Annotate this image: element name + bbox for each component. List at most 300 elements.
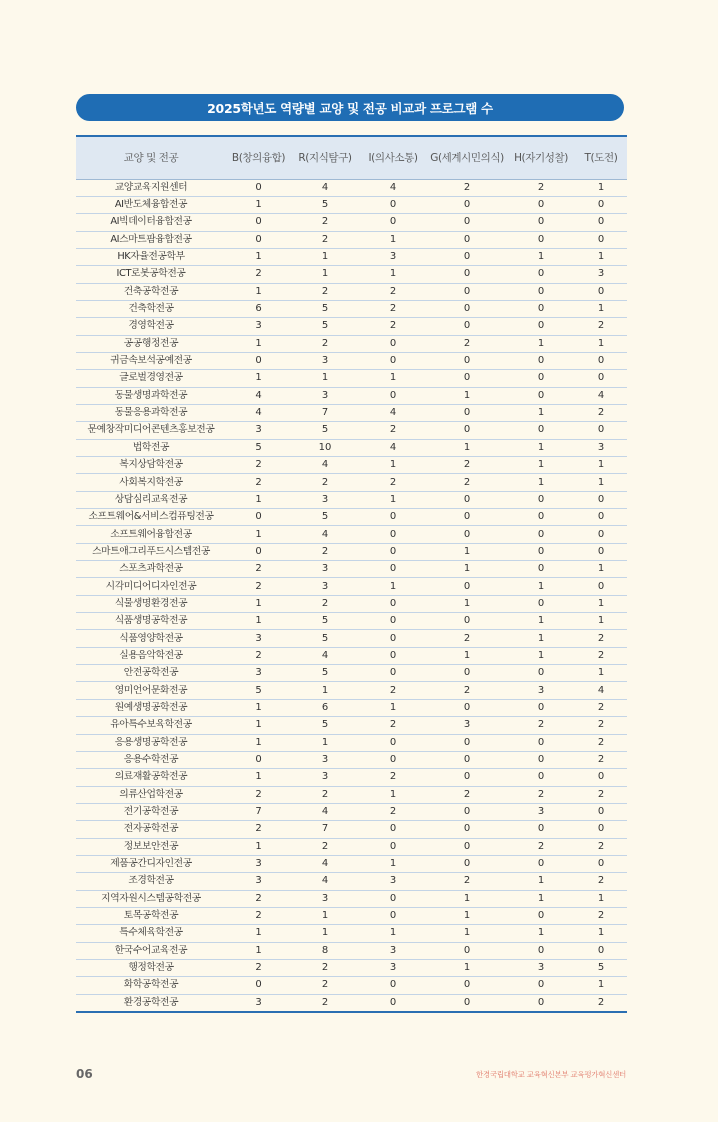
r-cell: 4 <box>291 803 359 820</box>
table-row <box>76 474 627 491</box>
r-cell: 1 <box>291 682 359 699</box>
major-cell: 특수체육학전공 <box>76 925 226 942</box>
i-cell: 0 <box>359 665 427 682</box>
i-cell: 4 <box>359 439 427 456</box>
b-cell: 1 <box>226 838 291 855</box>
t-cell: 1 <box>575 248 627 265</box>
b-cell: 3 <box>226 665 291 682</box>
g-cell: 0 <box>427 352 507 369</box>
h-cell: 1 <box>507 630 575 647</box>
b-cell: 1 <box>226 734 291 751</box>
i-cell: 0 <box>359 734 427 751</box>
table-row <box>76 283 627 300</box>
i-cell: 0 <box>359 647 427 664</box>
t-cell: 2 <box>575 699 627 716</box>
i-cell: 1 <box>359 855 427 872</box>
major-cell: 행정학전공 <box>76 959 226 976</box>
i-cell: 0 <box>359 196 427 213</box>
h-cell: 0 <box>507 561 575 578</box>
g-cell: 1 <box>427 959 507 976</box>
table-row <box>76 647 627 664</box>
table-row <box>76 300 627 317</box>
g-cell: 0 <box>427 283 507 300</box>
major-cell: ICT로봇공학전공 <box>76 266 226 283</box>
b-cell: 5 <box>226 439 291 456</box>
major-cell: 건축공학전공 <box>76 283 226 300</box>
header-t-challenge: T(도전) <box>575 136 627 179</box>
g-cell: 0 <box>427 578 507 595</box>
major-cell: 조경학전공 <box>76 873 226 890</box>
table-title: 2025학년도 역량별 교양 및 전공 비교과 프로그램 수 <box>76 94 624 121</box>
table-row <box>76 491 627 508</box>
r-cell: 10 <box>291 439 359 456</box>
h-cell: 0 <box>507 526 575 543</box>
r-cell: 2 <box>291 283 359 300</box>
g-cell: 0 <box>427 613 507 630</box>
t-cell: 1 <box>575 300 627 317</box>
b-cell: 0 <box>226 214 291 231</box>
footer-organization: 한경국립대학교 교육혁신본부 교육평가혁신센터 <box>475 1070 626 1079</box>
t-cell: 5 <box>575 959 627 976</box>
h-cell: 0 <box>507 422 575 439</box>
table-row <box>76 942 627 959</box>
h-cell: 0 <box>507 214 575 231</box>
i-cell: 3 <box>359 873 427 890</box>
h-cell: 0 <box>507 734 575 751</box>
i-cell: 0 <box>359 751 427 768</box>
major-cell: 제품공간디자인전공 <box>76 855 226 872</box>
b-cell: 2 <box>226 647 291 664</box>
b-cell: 3 <box>226 873 291 890</box>
major-cell: AI빅데이터융합전공 <box>76 214 226 231</box>
r-cell: 3 <box>291 561 359 578</box>
i-cell: 0 <box>359 994 427 1012</box>
g-cell: 0 <box>427 370 507 387</box>
b-cell: 7 <box>226 803 291 820</box>
header-h-self-reflection: H(자기성찰) <box>507 136 575 179</box>
h-cell: 0 <box>507 266 575 283</box>
major-cell: 소프트웨어융합전공 <box>76 526 226 543</box>
g-cell: 3 <box>427 717 507 734</box>
r-cell: 4 <box>291 526 359 543</box>
t-cell: 1 <box>575 457 627 474</box>
major-cell: 전기공학전공 <box>76 803 226 820</box>
i-cell: 0 <box>359 838 427 855</box>
major-cell: 영미언어문화전공 <box>76 682 226 699</box>
page-number: 06 <box>76 1067 93 1081</box>
r-cell: 2 <box>291 543 359 560</box>
g-cell: 1 <box>427 439 507 456</box>
table-row <box>76 335 627 352</box>
i-cell: 2 <box>359 474 427 491</box>
t-cell: 1 <box>575 179 627 196</box>
table-row <box>76 665 627 682</box>
h-cell: 0 <box>507 977 575 994</box>
major-cell: 환경공학전공 <box>76 994 226 1012</box>
i-cell: 3 <box>359 959 427 976</box>
r-cell: 5 <box>291 630 359 647</box>
h-cell: 1 <box>507 474 575 491</box>
h-cell: 1 <box>507 873 575 890</box>
r-cell: 3 <box>291 352 359 369</box>
b-cell: 0 <box>226 543 291 560</box>
b-cell: 0 <box>226 179 291 196</box>
major-cell: 토목공학전공 <box>76 907 226 924</box>
table-row <box>76 457 627 474</box>
h-cell: 0 <box>507 231 575 248</box>
major-cell: 동물생명과학전공 <box>76 387 226 404</box>
r-cell: 1 <box>291 907 359 924</box>
i-cell: 0 <box>359 387 427 404</box>
r-cell: 5 <box>291 509 359 526</box>
i-cell: 0 <box>359 890 427 907</box>
i-cell: 1 <box>359 491 427 508</box>
r-cell: 4 <box>291 179 359 196</box>
h-cell: 1 <box>507 647 575 664</box>
g-cell: 0 <box>427 509 507 526</box>
major-cell: 실용음악학전공 <box>76 647 226 664</box>
h-cell: 0 <box>507 352 575 369</box>
t-cell: 0 <box>575 491 627 508</box>
r-cell: 3 <box>291 491 359 508</box>
t-cell: 0 <box>575 352 627 369</box>
major-cell: 복지상담학전공 <box>76 457 226 474</box>
g-cell: 0 <box>427 318 507 335</box>
h-cell: 2 <box>507 717 575 734</box>
t-cell: 0 <box>575 370 627 387</box>
major-cell: 식품생명공학전공 <box>76 613 226 630</box>
table-row <box>76 751 627 768</box>
b-cell: 2 <box>226 907 291 924</box>
header-b-creative-convergence: B(창의융합) <box>226 136 291 179</box>
t-cell: 0 <box>575 231 627 248</box>
table-row <box>76 543 627 560</box>
table-row <box>76 734 627 751</box>
major-cell: 한국수어교육전공 <box>76 942 226 959</box>
major-cell: 응용수학전공 <box>76 751 226 768</box>
g-cell: 2 <box>427 630 507 647</box>
h-cell: 1 <box>507 439 575 456</box>
t-cell: 1 <box>575 977 627 994</box>
b-cell: 0 <box>226 231 291 248</box>
h-cell: 0 <box>507 283 575 300</box>
h-cell: 3 <box>507 803 575 820</box>
t-cell: 2 <box>575 717 627 734</box>
table-row <box>76 404 627 421</box>
major-cell: 귀금속보석공예전공 <box>76 352 226 369</box>
i-cell: 3 <box>359 248 427 265</box>
major-cell: 문예창작미디어콘텐츠홍보전공 <box>76 422 226 439</box>
table-row <box>76 509 627 526</box>
major-cell: 공공행정전공 <box>76 335 226 352</box>
i-cell: 0 <box>359 907 427 924</box>
table-row <box>76 803 627 820</box>
r-cell: 2 <box>291 231 359 248</box>
r-cell: 4 <box>291 647 359 664</box>
table-row <box>76 266 627 283</box>
i-cell: 0 <box>359 526 427 543</box>
g-cell: 0 <box>427 977 507 994</box>
r-cell: 6 <box>291 699 359 716</box>
g-cell: 2 <box>427 786 507 803</box>
header-major: 교양 및 전공 <box>76 136 226 179</box>
table-row <box>76 595 627 612</box>
i-cell: 2 <box>359 422 427 439</box>
i-cell: 0 <box>359 821 427 838</box>
r-cell: 3 <box>291 890 359 907</box>
major-cell: 응용생명공학전공 <box>76 734 226 751</box>
g-cell: 2 <box>427 179 507 196</box>
h-cell: 0 <box>507 387 575 404</box>
major-cell: AI스마트팜융합전공 <box>76 231 226 248</box>
b-cell: 2 <box>226 561 291 578</box>
b-cell: 4 <box>226 387 291 404</box>
major-cell: 화학공학전공 <box>76 977 226 994</box>
g-cell: 0 <box>427 665 507 682</box>
r-cell: 1 <box>291 248 359 265</box>
i-cell: 2 <box>359 283 427 300</box>
major-cell: AI반도체융합전공 <box>76 196 226 213</box>
g-cell: 0 <box>427 769 507 786</box>
b-cell: 1 <box>226 283 291 300</box>
table-row <box>76 855 627 872</box>
i-cell: 0 <box>359 977 427 994</box>
major-cell: 스포츠과학전공 <box>76 561 226 578</box>
table-row <box>76 873 627 890</box>
h-cell: 0 <box>507 821 575 838</box>
r-cell: 2 <box>291 214 359 231</box>
i-cell: 1 <box>359 370 427 387</box>
i-cell: 0 <box>359 630 427 647</box>
h-cell: 0 <box>507 699 575 716</box>
t-cell: 0 <box>575 196 627 213</box>
h-cell: 0 <box>507 543 575 560</box>
r-cell: 3 <box>291 387 359 404</box>
table-row <box>76 248 627 265</box>
i-cell: 2 <box>359 769 427 786</box>
i-cell: 1 <box>359 266 427 283</box>
r-cell: 2 <box>291 335 359 352</box>
table-row <box>76 890 627 907</box>
table-row <box>76 439 627 456</box>
g-cell: 0 <box>427 404 507 421</box>
h-cell: 0 <box>507 994 575 1012</box>
g-cell: 0 <box>427 300 507 317</box>
r-cell: 5 <box>291 613 359 630</box>
g-cell: 0 <box>427 248 507 265</box>
t-cell: 1 <box>575 613 627 630</box>
h-cell: 2 <box>507 786 575 803</box>
major-cell: 상담심리교육전공 <box>76 491 226 508</box>
r-cell: 4 <box>291 873 359 890</box>
b-cell: 3 <box>226 994 291 1012</box>
b-cell: 2 <box>226 821 291 838</box>
t-cell: 2 <box>575 647 627 664</box>
b-cell: 4 <box>226 404 291 421</box>
h-cell: 2 <box>507 179 575 196</box>
h-cell: 3 <box>507 959 575 976</box>
i-cell: 1 <box>359 231 427 248</box>
t-cell: 2 <box>575 751 627 768</box>
g-cell: 0 <box>427 855 507 872</box>
r-cell: 2 <box>291 474 359 491</box>
r-cell: 2 <box>291 838 359 855</box>
i-cell: 1 <box>359 925 427 942</box>
t-cell: 1 <box>575 595 627 612</box>
h-cell: 0 <box>507 907 575 924</box>
h-cell: 0 <box>507 370 575 387</box>
t-cell: 2 <box>575 630 627 647</box>
t-cell: 1 <box>575 335 627 352</box>
r-cell: 2 <box>291 977 359 994</box>
table-row <box>76 578 627 595</box>
r-cell: 5 <box>291 300 359 317</box>
b-cell: 3 <box>226 318 291 335</box>
g-cell: 1 <box>427 647 507 664</box>
t-cell: 0 <box>575 578 627 595</box>
major-cell: 스마트애그리푸드시스템전공 <box>76 543 226 560</box>
major-cell: 사회복지학전공 <box>76 474 226 491</box>
major-cell: 동물응용과학전공 <box>76 404 226 421</box>
r-cell: 3 <box>291 751 359 768</box>
i-cell: 1 <box>359 578 427 595</box>
h-cell: 1 <box>507 613 575 630</box>
i-cell: 2 <box>359 682 427 699</box>
major-cell: 의류산업학전공 <box>76 786 226 803</box>
t-cell: 1 <box>575 665 627 682</box>
t-cell: 0 <box>575 803 627 820</box>
b-cell: 1 <box>226 526 291 543</box>
i-cell: 2 <box>359 300 427 317</box>
t-cell: 0 <box>575 821 627 838</box>
b-cell: 0 <box>226 751 291 768</box>
b-cell: 2 <box>226 474 291 491</box>
b-cell: 2 <box>226 266 291 283</box>
t-cell: 2 <box>575 873 627 890</box>
h-cell: 0 <box>507 196 575 213</box>
h-cell: 1 <box>507 890 575 907</box>
major-cell: 법학전공 <box>76 439 226 456</box>
b-cell: 0 <box>226 977 291 994</box>
b-cell: 2 <box>226 457 291 474</box>
header-r-knowledge-inquiry: R(지식탐구) <box>291 136 359 179</box>
g-cell: 1 <box>427 543 507 560</box>
i-cell: 2 <box>359 717 427 734</box>
g-cell: 0 <box>427 994 507 1012</box>
major-cell: 건축학전공 <box>76 300 226 317</box>
t-cell: 4 <box>575 682 627 699</box>
table-row <box>76 838 627 855</box>
i-cell: 1 <box>359 457 427 474</box>
h-cell: 0 <box>507 855 575 872</box>
r-cell: 5 <box>291 665 359 682</box>
h-cell: 0 <box>507 300 575 317</box>
b-cell: 3 <box>226 422 291 439</box>
table-row <box>76 370 627 387</box>
h-cell: 0 <box>507 769 575 786</box>
g-cell: 2 <box>427 873 507 890</box>
major-cell: 안전공학전공 <box>76 665 226 682</box>
i-cell: 4 <box>359 404 427 421</box>
b-cell: 1 <box>226 335 291 352</box>
t-cell: 3 <box>575 266 627 283</box>
g-cell: 0 <box>427 422 507 439</box>
r-cell: 2 <box>291 994 359 1012</box>
t-cell: 2 <box>575 734 627 751</box>
t-cell: 0 <box>575 214 627 231</box>
b-cell: 3 <box>226 855 291 872</box>
r-cell: 7 <box>291 404 359 421</box>
r-cell: 4 <box>291 855 359 872</box>
h-cell: 0 <box>507 665 575 682</box>
b-cell: 0 <box>226 352 291 369</box>
major-cell: 시각미디어디자인전공 <box>76 578 226 595</box>
b-cell: 1 <box>226 925 291 942</box>
g-cell: 2 <box>427 682 507 699</box>
r-cell: 8 <box>291 942 359 959</box>
g-cell: 1 <box>427 595 507 612</box>
h-cell: 1 <box>507 457 575 474</box>
table-row <box>76 682 627 699</box>
t-cell: 0 <box>575 769 627 786</box>
t-cell: 0 <box>575 422 627 439</box>
h-cell: 0 <box>507 942 575 959</box>
i-cell: 0 <box>359 595 427 612</box>
t-cell: 1 <box>575 474 627 491</box>
r-cell: 2 <box>291 959 359 976</box>
g-cell: 0 <box>427 734 507 751</box>
major-cell: 유아특수보육학전공 <box>76 717 226 734</box>
h-cell: 0 <box>507 751 575 768</box>
table-row <box>76 821 627 838</box>
g-cell: 1 <box>427 907 507 924</box>
major-cell: 소프트웨어&서비스컴퓨팅전공 <box>76 509 226 526</box>
h-cell: 0 <box>507 318 575 335</box>
g-cell: 0 <box>427 699 507 716</box>
h-cell: 0 <box>507 595 575 612</box>
major-cell: 지역자원시스템공학전공 <box>76 890 226 907</box>
r-cell: 5 <box>291 196 359 213</box>
t-cell: 2 <box>575 318 627 335</box>
b-cell: 1 <box>226 595 291 612</box>
r-cell: 1 <box>291 734 359 751</box>
table-row <box>76 925 627 942</box>
t-cell: 4 <box>575 387 627 404</box>
b-cell: 1 <box>226 370 291 387</box>
t-cell: 1 <box>575 561 627 578</box>
t-cell: 1 <box>575 925 627 942</box>
g-cell: 0 <box>427 838 507 855</box>
b-cell: 1 <box>226 717 291 734</box>
t-cell: 0 <box>575 543 627 560</box>
table-row <box>76 994 627 1012</box>
t-cell: 0 <box>575 942 627 959</box>
table-row <box>76 959 627 976</box>
table-row <box>76 699 627 716</box>
r-cell: 3 <box>291 578 359 595</box>
g-cell: 0 <box>427 491 507 508</box>
i-cell: 0 <box>359 561 427 578</box>
g-cell: 0 <box>427 196 507 213</box>
t-cell: 2 <box>575 838 627 855</box>
b-cell: 6 <box>226 300 291 317</box>
r-cell: 1 <box>291 266 359 283</box>
b-cell: 3 <box>226 630 291 647</box>
i-cell: 2 <box>359 318 427 335</box>
b-cell: 2 <box>226 959 291 976</box>
header-g-global-citizenship: G(세계시민의식) <box>427 136 507 179</box>
b-cell: 1 <box>226 769 291 786</box>
